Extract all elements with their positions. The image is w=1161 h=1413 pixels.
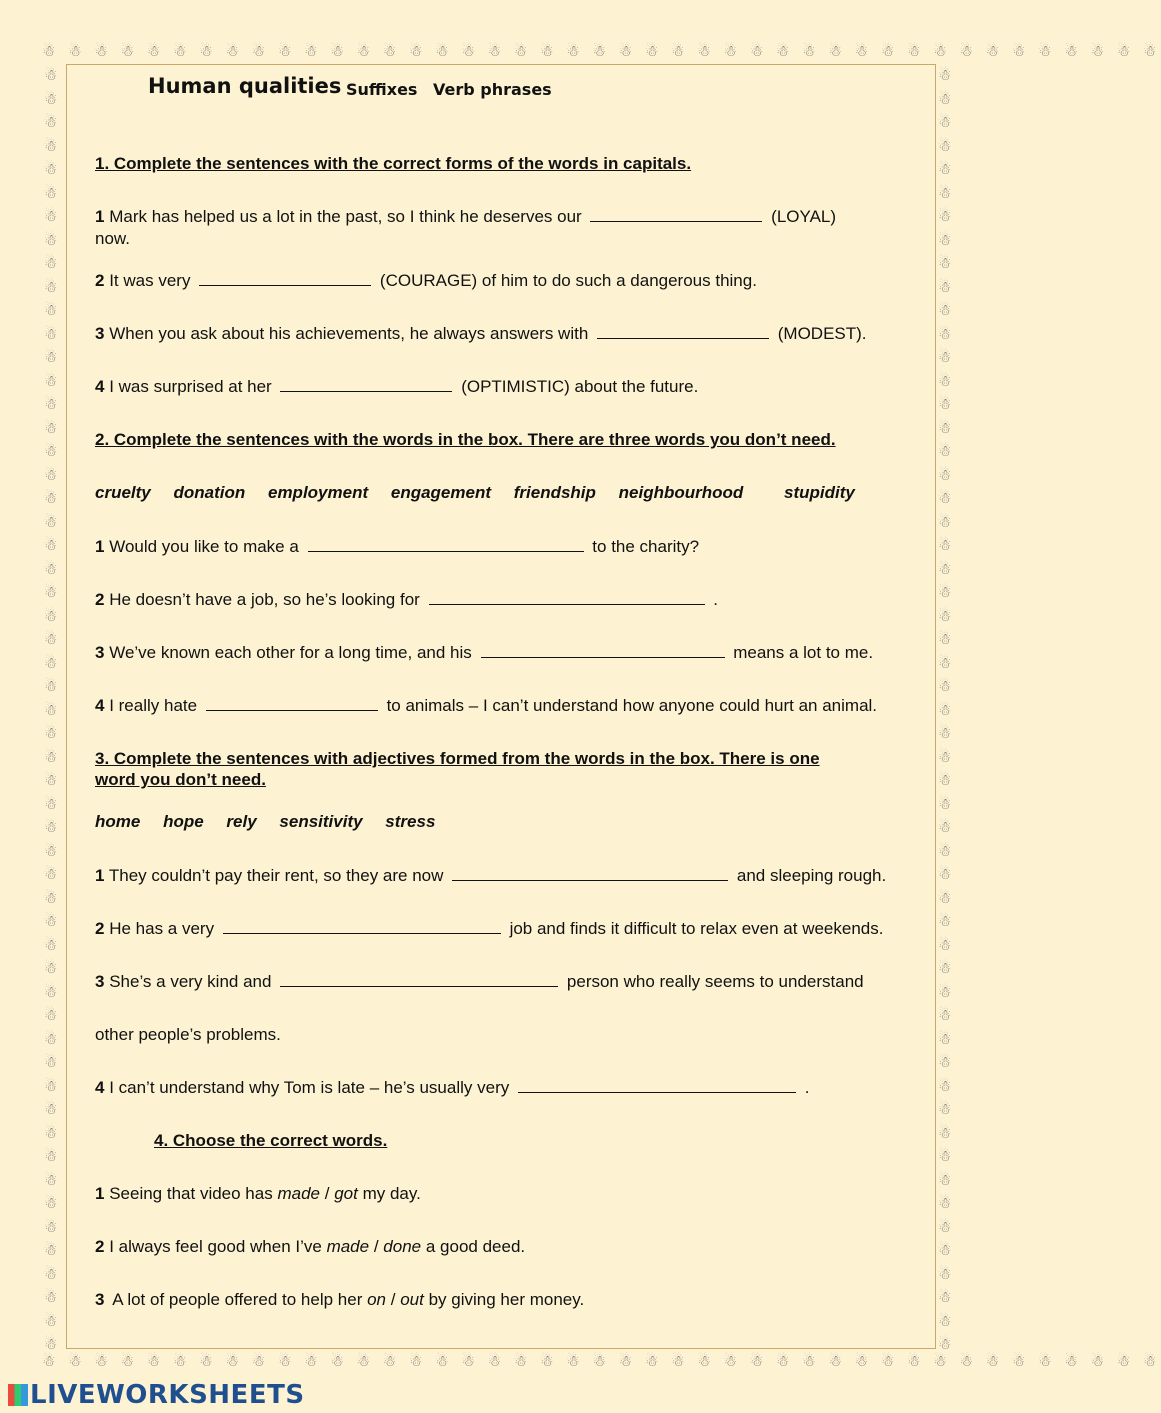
s4-item-2 — [95, 1237, 525, 1257]
s2-item-4 — [95, 696, 877, 716]
decorative-border-left: ☃☃☃☃☃☃☃☃☃☃☃☃☃☃☃☃☃☃☃☃☃☃☃☃☃☃☃☃☃☃☃☃☃☃☃☃☃☃☃☃☃☃☃☃☃☃☃☃☃☃☃☃☃☃☃ — [44, 66, 58, 1353]
subtitle-suffixes: Suffixes — [346, 80, 418, 99]
s1-item-1-continuation: now. — [95, 229, 130, 248]
item-text-after: means a lot to me. — [733, 643, 874, 662]
option-separator: / — [373, 1237, 379, 1256]
item-number: 3 — [95, 972, 105, 991]
item-text-before: I can’t understand why Tom is late – he’s usually very — [109, 1078, 510, 1097]
s3-item-2 — [95, 919, 883, 939]
liveworksheets-logo[interactable] — [8, 1380, 305, 1410]
page-title: Human qualities — [148, 74, 342, 98]
decorative-border-right: ☃☃☃☃☃☃☃☃☃☃☃☃☃☃☃☃☃☃☃☃☃☃☃☃☃☃☃☃☃☃☃☃☃☃☃☃☃☃☃☃☃☃☃☃☃☃☃☃☃☃☃☃☃☃☃ — [938, 66, 952, 1353]
item-text-before: I really hate — [109, 696, 198, 715]
answer-blank[interactable] — [590, 207, 762, 222]
item-number: 1 — [95, 1184, 105, 1203]
answer-blank[interactable] — [199, 271, 371, 286]
option-2[interactable]: out — [400, 1290, 424, 1309]
s1-item-1 — [95, 207, 836, 227]
item-number: 2 — [95, 919, 105, 938]
word-box-item: friendship — [513, 483, 596, 502]
item-number: 2 — [95, 1237, 105, 1256]
item-number: 1 — [95, 207, 105, 226]
item-text-after: (OPTIMISTIC) about the future. — [461, 377, 699, 396]
item-number: 3 — [95, 324, 105, 343]
answer-blank[interactable] — [280, 377, 452, 392]
brand-text: LIVEWORKSHEETS — [30, 1380, 305, 1410]
liveworksheets-logo-icon — [8, 1384, 28, 1406]
item-text-before: Seeing that video has — [109, 1184, 273, 1203]
option-2[interactable]: got — [334, 1184, 358, 1203]
item-text-after: by giving her money. — [428, 1290, 585, 1309]
item-number: 4 — [95, 377, 105, 396]
item-text-after: a good deed. — [425, 1237, 526, 1256]
item-number: 4 — [95, 1078, 105, 1097]
subtitle-verb-phrases: Verb phrases — [433, 80, 552, 99]
option-2[interactable]: done — [383, 1237, 422, 1256]
item-text-before: I was surprised at her — [109, 377, 272, 396]
item-number: 3 — [95, 643, 105, 662]
answer-blank[interactable] — [206, 696, 378, 711]
item-text-after: (MODEST). — [777, 324, 867, 343]
item-text-before: A lot of people offered to help her — [112, 1290, 363, 1309]
word-box-item: hope — [163, 812, 204, 831]
word-box-section2 — [95, 483, 873, 503]
option-separator: / — [324, 1184, 330, 1203]
item-number: 1 — [95, 537, 105, 556]
word-box-item: neighbourhood — [618, 483, 744, 502]
decorative-border-bottom: ☃ ☃ ☃ ☃ ☃ ☃ ☃ ☃ ☃ ☃ ☃ ☃ ☃ ☃ ☃ ☃ ☃ ☃ ☃ ☃ ☃ ☃ ☃ ☃ ☃ ☃ ☃ ☃ ☃ ☃ ☃ ☃ ☃ ☃ ☃ ☃ ☃ ☃ ☃ ☃ ☃ ☃ ☃ — [42, 1352, 1161, 1370]
item-text-before: Would you like to make a — [109, 537, 299, 556]
item-text-after: . — [713, 590, 719, 609]
item-number: 1 — [95, 866, 105, 885]
section3-heading-line1: 3. Complete the sentences with adjectives formed from the words in the box. There is one — [95, 749, 820, 768]
word-box-item: engagement — [390, 483, 491, 502]
item-text-after: my day. — [362, 1184, 421, 1203]
item-text-after: and sleeping rough. — [736, 866, 887, 885]
option-separator: / — [390, 1290, 396, 1309]
s2-item-1 — [95, 537, 699, 557]
s3-item-1 — [95, 866, 886, 886]
item-number: 2 — [95, 590, 105, 609]
item-text-before: Mark has helped us a lot in the past, so I think he deserves our — [109, 207, 582, 226]
word-box-item: home — [95, 812, 141, 831]
item-text-before: I always feel good when I’ve — [109, 1237, 322, 1256]
section3-heading-line2: word you don’t need. — [95, 770, 266, 789]
item-text-after: to the charity? — [592, 537, 700, 556]
s1-item-3 — [95, 324, 867, 344]
answer-blank[interactable] — [223, 919, 501, 934]
answer-blank[interactable] — [429, 590, 705, 605]
answer-blank[interactable] — [481, 643, 725, 658]
s3-item-4 — [95, 1078, 809, 1098]
option-1[interactable]: made — [326, 1237, 370, 1256]
answer-blank[interactable] — [280, 972, 558, 987]
item-text-before: She’s a very kind and — [109, 972, 272, 991]
answer-blank[interactable] — [518, 1078, 796, 1093]
s1-item-2 — [95, 271, 757, 291]
item-text-before: We’ve known each other for a long time, and his — [109, 643, 472, 662]
item-text-before: They couldn’t pay their rent, so they are now — [108, 866, 444, 885]
s2-item-3 — [95, 643, 873, 663]
s2-item-2 — [95, 590, 718, 610]
word-box-item: employment — [267, 483, 369, 502]
item-text-after: (COURAGE) of him to do such a dangerous thing. — [379, 271, 757, 290]
s3-item-3 — [95, 972, 864, 992]
item-text-after: job and finds it difficult to relax even at weekends. — [509, 919, 884, 938]
word-box-item: stress — [385, 812, 436, 831]
answer-blank[interactable] — [452, 866, 728, 881]
item-text-before: He doesn’t have a job, so he’s looking for — [109, 590, 420, 609]
word-box-item: sensitivity — [279, 812, 363, 831]
decorative-border-top: ☃ ☃ ☃ ☃ ☃ ☃ ☃ ☃ ☃ ☃ ☃ ☃ ☃ ☃ ☃ ☃ ☃ ☃ ☃ ☃ ☃ ☃ ☃ ☃ ☃ ☃ ☃ ☃ ☃ ☃ ☃ ☃ ☃ ☃ ☃ ☃ ☃ ☃ ☃ ☃ ☃ ☃ ☃ — [42, 42, 1161, 60]
item-text-before: He has a very — [109, 919, 215, 938]
section4-heading: 4. Choose the correct words. — [154, 1131, 388, 1150]
option-1[interactable]: made — [277, 1184, 320, 1203]
item-number: 2 — [95, 271, 105, 290]
option-1[interactable]: on — [367, 1290, 387, 1309]
section2-heading: 2. Complete the sentences with the words in the box. There are three words you don’t need. — [95, 430, 836, 449]
s4-item-1 — [95, 1184, 421, 1204]
word-box-item: cruelty — [95, 483, 151, 502]
item-number: 4 — [95, 696, 105, 715]
s4-item-3 — [95, 1290, 584, 1310]
item-number: 3 — [95, 1290, 105, 1309]
answer-blank[interactable] — [308, 537, 584, 552]
item-text-after: (LOYAL) — [771, 207, 837, 226]
word-box-section3 — [95, 812, 453, 832]
item-text-before: When you ask about his achievements, he always answers with — [109, 324, 589, 343]
word-box-item: stupidity — [784, 483, 855, 502]
item-text-after: . — [804, 1078, 810, 1097]
item-text-after: person who really seems to understand — [566, 972, 864, 991]
answer-blank[interactable] — [597, 324, 769, 339]
s3-item-3-continuation: other people’s problems. — [95, 1025, 281, 1044]
item-text-after: to animals – I can’t understand how anyone could hurt an animal. — [386, 696, 878, 715]
word-box-item: donation — [173, 483, 246, 502]
word-box-item: rely — [226, 812, 257, 831]
s1-item-4 — [95, 377, 698, 397]
item-text-before: It was very — [109, 271, 191, 290]
section1-heading: 1. Complete the sentences with the correct forms of the words in capitals. — [95, 154, 692, 173]
